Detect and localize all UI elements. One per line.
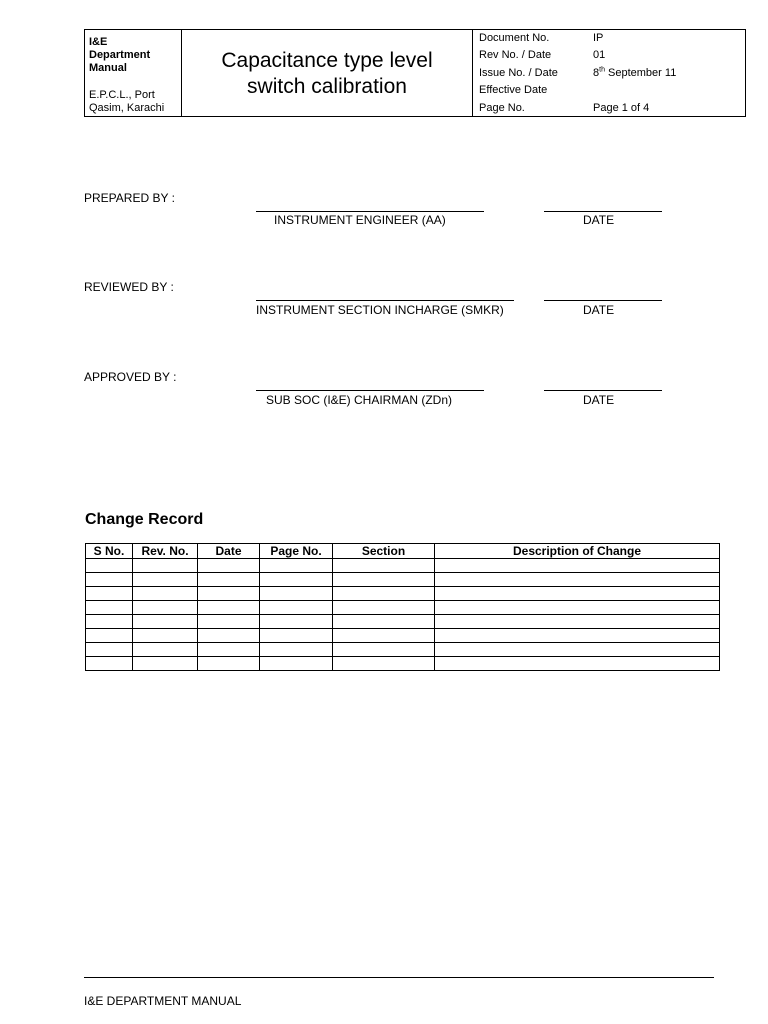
table-row [86, 657, 720, 671]
prepared-by-label: PREPARED BY : [84, 191, 175, 205]
approved-by-date-line [544, 390, 662, 391]
header-meta [473, 30, 745, 116]
title-line-1: Capacitance type level [221, 49, 433, 72]
footer-text: I&E DEPARTMENT MANUAL [84, 994, 242, 1008]
department-line-3: Manual [89, 62, 127, 74]
column-header-s-no: S No. [86, 544, 133, 559]
department-line-1: I&E [89, 36, 108, 48]
table-row [86, 643, 720, 657]
document-header [84, 29, 746, 117]
location-line-1: E.P.C.L., Port [89, 89, 155, 101]
department-line-2: Department [89, 49, 151, 61]
approved-by-date-label: DATE [583, 393, 615, 407]
document-title [182, 30, 473, 116]
meta-key: Rev No. / Date [479, 49, 552, 61]
meta-row-effective-date [473, 82, 745, 99]
prepared-by-date-label: DATE [583, 213, 615, 227]
issue-month-year: September 11 [604, 67, 677, 79]
reviewed-by-date-line [544, 300, 662, 301]
table-row [86, 615, 720, 629]
meta-value [593, 65, 676, 82]
meta-key: Page No. [479, 102, 525, 114]
approved-by-signature-line [256, 390, 484, 391]
approved-by-role: SUB SOC (I&E) CHAIRMAN (ZDn) [266, 393, 453, 407]
table-row [86, 629, 720, 643]
reviewed-by-label: REVIEWED BY : [84, 280, 174, 294]
meta-key: Document No. [479, 32, 550, 44]
column-header-description: Description of Change [435, 544, 720, 559]
reviewed-by-role: INSTRUMENT SECTION INCHARGE (SMKR) [256, 303, 504, 317]
prepared-by-role: INSTRUMENT ENGINEER (AA) [274, 213, 446, 227]
location-line-2: Qasim, Karachi [89, 102, 165, 114]
change-record-header-row [86, 544, 720, 559]
approved-by-label: APPROVED BY : [84, 370, 177, 384]
table-row [86, 559, 720, 573]
meta-key: Issue No. / Date [479, 67, 558, 79]
footer-divider [84, 977, 714, 978]
column-header-section: Section [333, 544, 435, 559]
meta-value: 01 [593, 49, 606, 61]
issue-day-suffix: th [599, 66, 605, 74]
table-row [86, 573, 720, 587]
meta-row-issue-no [473, 65, 745, 82]
meta-row-rev-no [473, 47, 745, 64]
meta-key: Effective Date [479, 84, 548, 96]
location [89, 89, 164, 115]
prepared-by-signature-line [256, 211, 484, 212]
change-record-table [85, 543, 720, 671]
title-line-2: switch calibration [247, 75, 407, 98]
prepared-by-date-line [544, 211, 662, 212]
meta-value: Page 1 of 4 [593, 102, 650, 114]
reviewed-by-date-label: DATE [583, 303, 615, 317]
table-row [86, 601, 720, 615]
meta-row-document-no [473, 30, 745, 47]
reviewed-by-signature-line [256, 300, 514, 301]
column-header-page-no: Page No. [260, 544, 333, 559]
meta-row-page-no [473, 100, 745, 117]
column-header-date: Date [198, 544, 260, 559]
header-department-cell [85, 30, 182, 116]
change-record-title: Change Record [85, 511, 204, 528]
table-row [86, 587, 720, 601]
column-header-rev-no: Rev. No. [133, 544, 198, 559]
issue-day: 8 [593, 67, 600, 79]
meta-value: IP [593, 32, 604, 44]
